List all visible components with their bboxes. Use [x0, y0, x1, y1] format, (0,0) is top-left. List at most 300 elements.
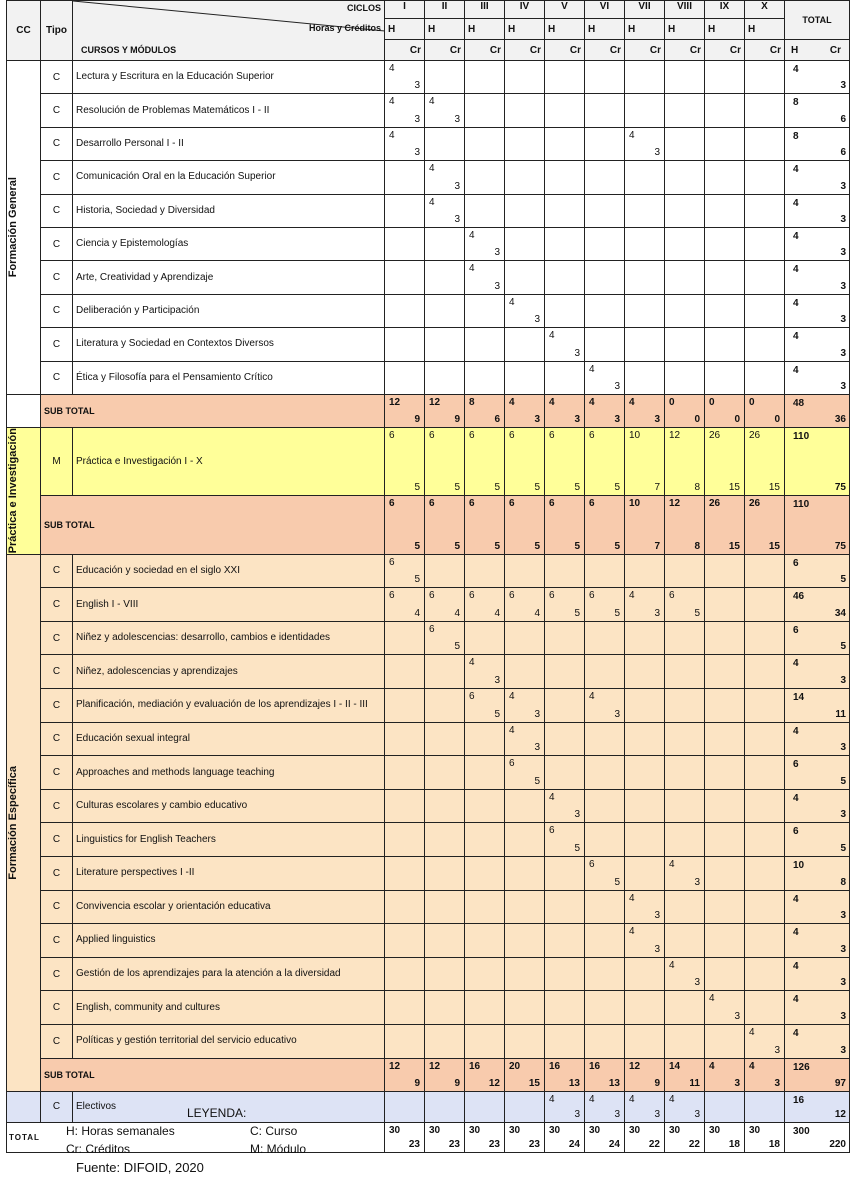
ciclo-cell — [505, 361, 545, 394]
total-cr-label: Cr — [829, 44, 841, 56]
course-name: Niñez y adolescencias: desarrollo, cambios e identidades — [73, 621, 385, 655]
ciclo-cell — [505, 823, 545, 857]
ciclo-cell — [505, 261, 545, 294]
ciclo-cell — [625, 127, 665, 160]
total-credits: 3 — [840, 347, 846, 359]
total-cell — [785, 924, 850, 958]
total-credits: 11 — [835, 708, 846, 720]
ciclo-cell — [705, 1091, 745, 1122]
credits-value: 5 — [574, 842, 580, 854]
hours-value: 12 — [429, 1060, 441, 1072]
curriculum-table — [6, 0, 850, 1153]
ciclo-cell — [705, 588, 745, 622]
ciclo-cell — [385, 1058, 425, 1091]
ciclo-cell — [745, 194, 785, 227]
total-credits: 3 — [840, 247, 846, 259]
cursos-modulos-label: CURSOS Y MÓDULOS — [81, 45, 177, 55]
table-row — [7, 554, 850, 588]
ciclo-cell — [625, 689, 665, 723]
ciclo-cell — [425, 394, 465, 427]
legend-cr: Cr: Créditos — [66, 1142, 131, 1156]
ciclo-cell — [585, 496, 625, 555]
ciclo-cell — [425, 1058, 465, 1091]
hours-value: 12 — [429, 396, 441, 408]
ciclo-cell — [385, 328, 425, 361]
course-name: Electivos — [73, 1091, 385, 1122]
ciclo-cell — [745, 957, 785, 991]
credits-value: 5 — [534, 775, 540, 787]
ciclo-cell — [625, 655, 665, 689]
ciclo-cell — [545, 856, 585, 890]
table-row — [7, 689, 850, 723]
credits-value: 5 — [614, 876, 620, 888]
total-hours: 4 — [793, 725, 799, 737]
ciclo-cell — [585, 588, 625, 622]
credits-value: 3 — [574, 1108, 580, 1120]
credits-value: 3 — [414, 147, 420, 159]
subtotal-label: SUB TOTAL — [41, 394, 385, 427]
hours-value: 6 — [549, 430, 555, 442]
hours-value: 6 — [429, 623, 435, 635]
subtotal-label: SUB TOTAL — [41, 496, 385, 555]
ciclo-cell — [665, 94, 705, 127]
course-name: Resolución de Problemas Matemáticos I - II — [73, 94, 385, 127]
ciclo-cell — [745, 655, 785, 689]
total-header: TOTAL — [785, 1, 850, 40]
ciclo-cell — [665, 1024, 705, 1058]
ciclo-cell — [425, 789, 465, 823]
hours-value: 4 — [669, 959, 675, 971]
hours-value: 6 — [389, 556, 395, 568]
credits-value: 4 — [534, 607, 540, 619]
hours-value: 16 — [469, 1060, 481, 1072]
credits-value: 11 — [689, 1077, 700, 1089]
ciclo-cell — [745, 588, 785, 622]
hours-value: 6 — [549, 498, 555, 510]
tipo-cell: C — [41, 655, 73, 689]
credits-value: 3 — [694, 1108, 700, 1120]
ciclo-cell — [465, 689, 505, 723]
credits-value: 3 — [414, 80, 420, 92]
hours-value: 4 — [509, 724, 515, 736]
ciclo-cell — [505, 1122, 545, 1152]
ciclo-cell — [585, 61, 625, 94]
course-name: Gestión de los aprendizajes para la atención a la diversidad — [73, 957, 385, 991]
credits-value: 5 — [574, 607, 580, 619]
ciclo-cell — [625, 1122, 665, 1152]
ciclo-cell — [425, 924, 465, 958]
ciclo-header: VII — [625, 1, 665, 19]
tipo-cell: C — [41, 161, 73, 194]
ciclo-cell — [745, 1091, 785, 1122]
total-cell — [785, 361, 850, 394]
ciclo-cell — [585, 957, 625, 991]
ciclo-cell — [705, 261, 745, 294]
ciclo-cell — [745, 856, 785, 890]
ciclo-cell — [625, 1091, 665, 1122]
total-cell — [785, 328, 850, 361]
ciclo-cell — [425, 194, 465, 227]
hours-value: 12 — [389, 1060, 401, 1072]
total-credits: 36 — [834, 414, 846, 426]
course-name: Linguistics for English Teachers — [73, 823, 385, 857]
total-credits: 3 — [840, 280, 846, 292]
total-hours: 4 — [793, 792, 799, 804]
ciclo-cell — [465, 428, 505, 496]
hours-value: 4 — [509, 296, 515, 308]
ciclo-cell — [425, 655, 465, 689]
ciclos-label: CICLOS — [346, 3, 381, 13]
ciclo-cell — [745, 1024, 785, 1058]
ciclo-cell — [425, 890, 465, 924]
table-row — [7, 294, 850, 327]
ciclo-cell — [385, 227, 425, 260]
ciclo-cell — [705, 689, 745, 723]
ciclo-cell — [545, 1058, 585, 1091]
tipo-cell: C — [41, 621, 73, 655]
credits-value: 3 — [494, 675, 500, 687]
credits-value: 6 — [494, 414, 500, 426]
course-name: Lectura y Escritura en la Educación Superior — [73, 61, 385, 94]
ciclo-cell — [505, 588, 545, 622]
ciclo-cell — [585, 194, 625, 227]
total-hours: 4 — [793, 164, 799, 176]
hours-value: 12 — [669, 498, 681, 510]
hours-value: 4 — [509, 396, 515, 408]
ciclo-cell — [545, 957, 585, 991]
total-hours: 8 — [793, 97, 799, 109]
ciclo-cell — [425, 991, 465, 1025]
ciclo-cell — [425, 261, 465, 294]
ciclo-cell — [545, 261, 585, 294]
ciclo-cell — [665, 1058, 705, 1091]
ciclo-cell — [705, 924, 745, 958]
total-credits: 5 — [840, 775, 846, 787]
tipo-cell: C — [41, 227, 73, 260]
ciclo-cell — [505, 1024, 545, 1058]
total-cell — [785, 127, 850, 160]
hours-value: 6 — [509, 498, 515, 510]
ciclo-cell — [745, 924, 785, 958]
hours-value: 4 — [629, 926, 635, 938]
horas-creditos-label: Horas y Créditos — [308, 23, 381, 33]
total-cell — [785, 689, 850, 723]
credits-value: 15 — [728, 482, 740, 494]
ciclo-cell — [745, 496, 785, 555]
course-name: Convivencia escolar y orientación educativa — [73, 890, 385, 924]
ciclo-cell — [545, 756, 585, 790]
table-row — [7, 991, 850, 1025]
hours-value: 4 — [469, 657, 475, 669]
ciclo-cell — [585, 554, 625, 588]
total-hours: 16 — [793, 1094, 805, 1106]
ciclo-cell — [585, 361, 625, 394]
credits-value: 4 — [494, 607, 500, 619]
hours-value: 6 — [589, 430, 595, 442]
course-name: Educación sexual integral — [73, 722, 385, 756]
total-hours: 8 — [793, 130, 799, 142]
ciclo-cell — [465, 127, 505, 160]
ciclo-cell — [585, 621, 625, 655]
course-name: English I - VIII — [73, 588, 385, 622]
group-label: Práctica e Investigación — [7, 428, 19, 554]
ciclo-cell — [745, 689, 785, 723]
total-hours: 6 — [793, 557, 799, 569]
ciclo-cell — [465, 789, 505, 823]
ciclo-cell — [465, 1058, 505, 1091]
hours-value: 6 — [509, 430, 515, 442]
credits-value: 5 — [454, 641, 460, 653]
hours-value: 16 — [549, 1060, 561, 1072]
tipo-cell: C — [41, 61, 73, 94]
total-credits: 97 — [834, 1077, 846, 1089]
ciclo-cell — [465, 588, 505, 622]
ciclo-header: III — [465, 1, 505, 19]
ciclo-cell — [585, 1091, 625, 1122]
ciclo-cell — [465, 294, 505, 327]
ciclo-cell — [705, 655, 745, 689]
tipo-cell: C — [41, 991, 73, 1025]
ciclo-cell — [705, 890, 745, 924]
ciclo-cell — [385, 554, 425, 588]
ciclo-cell — [705, 428, 745, 496]
ciclo-cell — [745, 294, 785, 327]
cc-header: CC — [7, 1, 41, 61]
ciclo-header: IV — [505, 1, 545, 19]
ciclo-cell — [385, 161, 425, 194]
total-cell — [785, 991, 850, 1025]
credits-value: 22 — [648, 1138, 660, 1150]
ciclo-cell — [665, 924, 705, 958]
cr-subheader: Cr — [505, 40, 545, 61]
ciclo-cell — [665, 227, 705, 260]
ciclo-cell — [505, 496, 545, 555]
ciclo-cell — [545, 823, 585, 857]
ciclo-cell — [705, 991, 745, 1025]
hours-value: 10 — [629, 430, 641, 442]
total-cell — [785, 94, 850, 127]
table-row — [7, 496, 850, 555]
ciclo-cell — [505, 789, 545, 823]
credits-value: 3 — [694, 876, 700, 888]
credits-value: 4 — [454, 607, 460, 619]
ciclo-cell — [385, 924, 425, 958]
ciclo-cell — [585, 756, 625, 790]
ciclo-cell — [705, 94, 745, 127]
credits-value: 7 — [654, 540, 660, 552]
ciclo-cell — [465, 621, 505, 655]
credits-value: 3 — [774, 1044, 780, 1056]
h-subheader: H — [465, 19, 505, 40]
ciclo-cell — [625, 957, 665, 991]
hours-value: 4 — [549, 330, 555, 342]
hours-value: 4 — [669, 858, 675, 870]
hours-value: 6 — [669, 590, 675, 602]
ciclo-cell — [545, 554, 585, 588]
total-credits: 3 — [840, 380, 846, 392]
total-cell — [785, 554, 850, 588]
ciclo-cell — [745, 61, 785, 94]
credits-value: 7 — [654, 482, 660, 494]
table-row — [7, 361, 850, 394]
hours-value: 6 — [389, 498, 395, 510]
ciclo-cell — [385, 756, 425, 790]
ciclo-cell — [705, 1024, 745, 1058]
hours-value: 14 — [669, 1060, 681, 1072]
ciclo-cell — [625, 856, 665, 890]
ciclo-cell — [425, 588, 465, 622]
cr-subheader: Cr — [425, 40, 465, 61]
h-subheader: H — [385, 19, 425, 40]
ciclo-cell — [585, 1024, 625, 1058]
ciclo-cell — [425, 161, 465, 194]
ciclo-cell — [745, 554, 785, 588]
h-subheader: H — [545, 19, 585, 40]
ciclo-cell — [665, 621, 705, 655]
hours-value: 4 — [549, 396, 555, 408]
h-subheader: H — [705, 19, 745, 40]
ciclo-header: V — [545, 1, 585, 19]
ciclo-cell — [465, 655, 505, 689]
hours-value: 26 — [709, 498, 721, 510]
ciclo-cell — [625, 554, 665, 588]
total-cell — [785, 61, 850, 94]
total-credits: 34 — [834, 607, 846, 619]
ciclo-cell — [545, 655, 585, 689]
table-header — [7, 1, 850, 61]
credits-value: 3 — [734, 1077, 740, 1089]
ciclo-cell — [745, 1058, 785, 1091]
course-name: Approaches and methods language teaching — [73, 756, 385, 790]
group-cell — [7, 428, 41, 554]
total-cell — [785, 722, 850, 756]
ciclo-cell — [545, 722, 585, 756]
ciclo-cell — [625, 294, 665, 327]
ciclo-cell — [545, 127, 585, 160]
total-hours: 4 — [793, 658, 799, 670]
tipo-cell: C — [41, 294, 73, 327]
tipo-cell: C — [41, 789, 73, 823]
credits-value: 3 — [574, 414, 580, 426]
course-name: Ética y Filosofía para el Pensamiento Crítico — [73, 361, 385, 394]
ciclo-cell — [705, 856, 745, 890]
credits-value: 4 — [414, 607, 420, 619]
ciclo-cell — [505, 328, 545, 361]
ciclo-cell — [545, 621, 585, 655]
ciclo-cell — [585, 1122, 625, 1152]
ciclo-cell — [465, 328, 505, 361]
ciclo-cell — [745, 428, 785, 496]
hours-value: 6 — [589, 498, 595, 510]
total-credits: 3 — [840, 80, 846, 92]
total-cell — [785, 1058, 850, 1091]
ciclo-cell — [705, 554, 745, 588]
ciclo-cell — [505, 127, 545, 160]
course-name: Desarrollo Personal I - II — [73, 127, 385, 160]
total-credits: 3 — [840, 1010, 846, 1022]
ciclo-cell — [545, 924, 585, 958]
credits-value: 5 — [414, 574, 420, 586]
hours-value: 4 — [669, 1093, 675, 1105]
ciclo-cell — [385, 261, 425, 294]
total-credits: 6 — [840, 113, 846, 125]
table-row — [7, 394, 850, 427]
tipo-header: Tipo — [41, 1, 73, 61]
ciclo-cell — [665, 1091, 705, 1122]
course-name: Políticas y gestión territorial del servicio educativo — [73, 1024, 385, 1058]
legend-title: LEYENDA: — [187, 1106, 247, 1120]
total-label: TOTAL — [7, 1122, 385, 1152]
ciclo-cell — [465, 991, 505, 1025]
total-credits: 3 — [840, 943, 846, 955]
ciclo-cell — [585, 328, 625, 361]
ciclo-cell — [665, 554, 705, 588]
ciclo-cell — [705, 227, 745, 260]
credits-value: 3 — [574, 809, 580, 821]
total-credits: 3 — [840, 977, 846, 989]
total-hours: 4 — [793, 960, 799, 972]
tipo-cell: C — [41, 94, 73, 127]
ciclo-cell — [465, 722, 505, 756]
total-hours: 4 — [793, 264, 799, 276]
legend-source: Fuente: DIFOID, 2020 — [76, 1160, 204, 1175]
ciclo-cell — [385, 1122, 425, 1152]
ciclo-cell — [625, 1024, 665, 1058]
total-cell — [785, 428, 850, 496]
total-cell — [785, 496, 850, 555]
credits-value: 9 — [414, 414, 420, 426]
ciclo-cell — [385, 294, 425, 327]
ciclo-cell — [625, 328, 665, 361]
tipo-cell: C — [41, 756, 73, 790]
ciclo-cell — [665, 823, 705, 857]
tipo-cell: C — [41, 194, 73, 227]
hours-value: 6 — [469, 691, 475, 703]
ciclo-cell — [505, 194, 545, 227]
credits-value: 23 — [528, 1138, 540, 1150]
hours-value: 4 — [709, 993, 715, 1005]
ciclo-cell — [385, 394, 425, 427]
ciclo-cell — [705, 194, 745, 227]
course-name: Literatura y Sociedad en Contextos Diversos — [73, 328, 385, 361]
table-row — [7, 428, 850, 496]
credits-value: 5 — [414, 482, 420, 494]
ciclo-cell — [505, 161, 545, 194]
ciclo-cell — [465, 496, 505, 555]
total-cell — [785, 823, 850, 857]
ciclo-cell — [505, 294, 545, 327]
ciclo-cell — [425, 428, 465, 496]
legend-c: C: Curso — [250, 1124, 298, 1138]
hours-value: 6 — [589, 858, 595, 870]
total-h-label: H — [791, 44, 799, 56]
credits-value: 3 — [454, 180, 460, 192]
ciclo-cell — [625, 621, 665, 655]
ciclo-cell — [625, 161, 665, 194]
ciclo-cell — [465, 823, 505, 857]
ciclo-cell — [465, 554, 505, 588]
ciclo-cell — [545, 1024, 585, 1058]
table-row — [7, 722, 850, 756]
total-hours: 14 — [793, 692, 805, 704]
ciclo-cell — [465, 1122, 505, 1152]
ciclo-cell — [545, 227, 585, 260]
credits-value: 8 — [694, 482, 700, 494]
ciclo-cell — [705, 328, 745, 361]
credits-value: 15 — [768, 540, 780, 552]
total-cell — [785, 394, 850, 427]
total-cell — [785, 1024, 850, 1058]
